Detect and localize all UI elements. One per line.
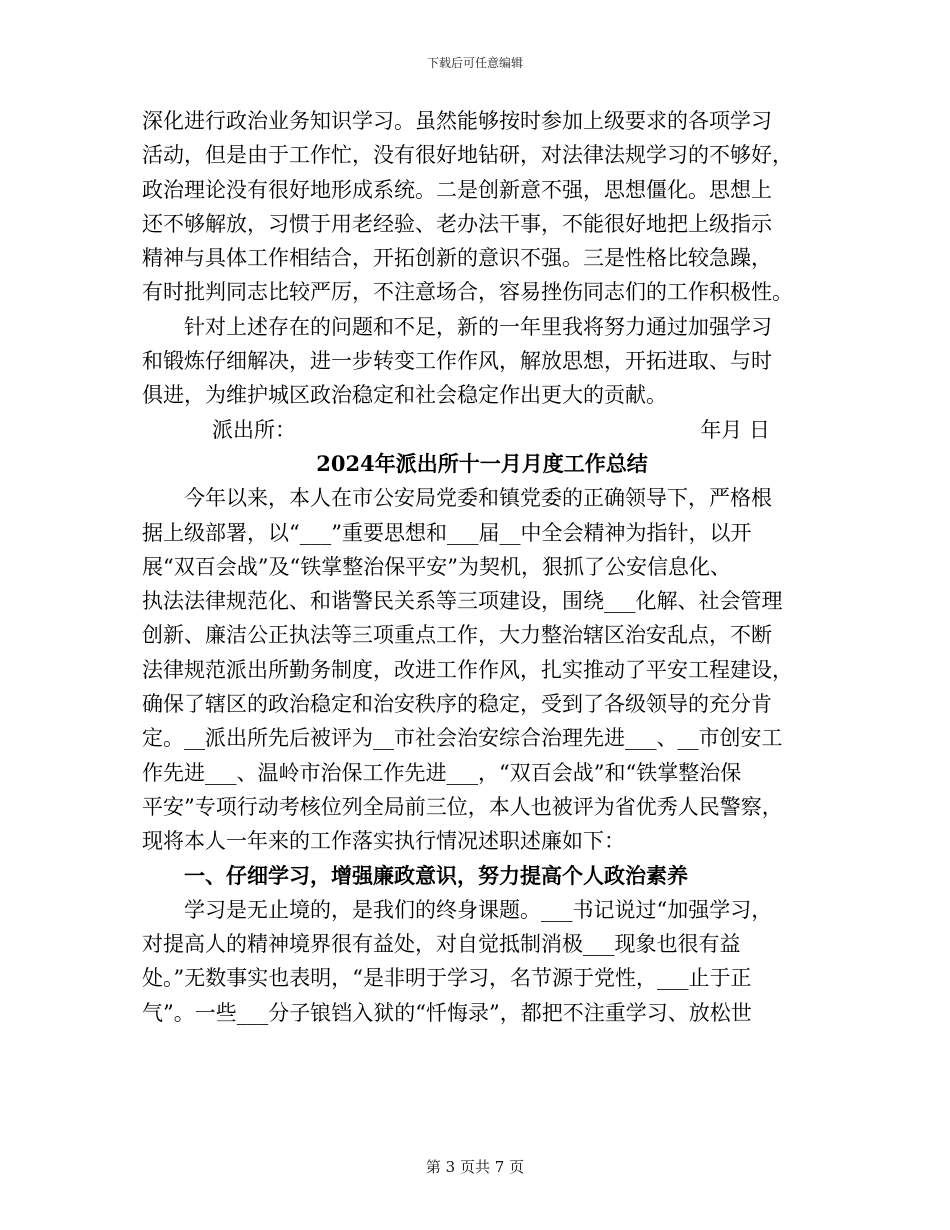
text-line: 和锻炼仔细解决，进一步转变工作作风，解放思想，开拓进取、与时 bbox=[142, 349, 772, 374]
text-line: 作先进___、温岭市治保工作先进___，“双百会战”和“铁掌整治保 bbox=[142, 760, 742, 785]
text-line: 创新、廉洁公正执法等三项重点工作，大力整治辖区治安乱点，不断 bbox=[142, 623, 772, 648]
signature-org: 派出所： bbox=[212, 417, 296, 442]
page-header: 下载后可任意编辑 bbox=[426, 56, 523, 70]
text-line: 展“双百会战”及“铁掌整治保平安”为契机，狠抓了公安信息化、 bbox=[142, 554, 731, 579]
text-line: 还不够解放，习惯于用老经验、老办法干事，不能很好地把上级指示 bbox=[142, 211, 772, 236]
text-line: 俱进，为维护城区政治稳定和社会稳定作出更大的贡献。 bbox=[142, 383, 667, 408]
section-heading: 一、仔细学习，增强廉政意识，努力提高个人政治素养 bbox=[184, 862, 688, 888]
text-line: 执法法律规范化、和谐警民关系等三项建设，围绕___化解、社会管理 bbox=[142, 589, 783, 614]
page-footer: 第 3 页共 7 页 bbox=[425, 1158, 525, 1176]
text-line: 定。__派出所先后被评为__市社会治安综合治理先进___、__市创安工 bbox=[142, 726, 783, 751]
text-line: 深化进行政治业务知识学习。虽然能够按时参加上级要求的各项学习 bbox=[142, 109, 772, 133]
text-line: 对提高人的精神境界很有益处，对自觉抵制消极___现象也很有益 bbox=[142, 932, 741, 957]
text-line: 针对上述存在的问题和不足，新的一年里我将努力通过加强学习 bbox=[184, 314, 772, 339]
signature-date: 年月 日 bbox=[700, 417, 770, 442]
document-title: 2024年派出所十一月月度工作总结 bbox=[316, 450, 648, 476]
text-line: 有时批判同志比较严厉，不注意场合，容易挫伤同志们的工作积极性。 bbox=[142, 280, 793, 305]
text-line: 学习是无止境的，是我们的终身课题。___书记说过“加强学习， bbox=[184, 897, 773, 922]
text-line: 据上级部署，以“___”重要思想和___届__中全会精神为指针，以开 bbox=[142, 520, 752, 545]
text-line: 今年以来，本人在市公安局党委和镇党委的正确领导下，严格根 bbox=[184, 486, 772, 511]
text-line: 现将本人一年来的工作落实执行情况述职述廉如下： bbox=[142, 829, 625, 854]
text-line: 法律规范派出所勤务制度，改进工作作风，扎实推动了平安工程建设， bbox=[142, 657, 793, 682]
document-body bbox=[142, 104, 822, 1030]
text-line: 处。”无数事实也表明，“是非明于学习，名节源于党性，___止于正 bbox=[142, 966, 752, 991]
text-line: 确保了辖区的政治稳定和治安秩序的稳定，受到了各级领导的充分肯 bbox=[142, 692, 772, 717]
text-line: 平安”专项行动考核位列全局前三位，本人也被评为省优秀人民警察， bbox=[142, 794, 783, 819]
text-line: 政治理论没有很好地形成系统。二是创新意不强，思想僵化。思想上 bbox=[142, 177, 772, 202]
text-line: 活动，但是由于工作忙，没有很好地钻研，对法律法规学习的不够好， bbox=[142, 143, 793, 168]
signature-line bbox=[142, 413, 822, 447]
text-line: 精神与具体工作相结合，开拓创新的意识不强。三是性格比较急躁， bbox=[142, 246, 772, 271]
text-line: 气”。一些___分子锒铛入狱的“忏悔录”，都把不注重学习、放松世 bbox=[142, 1000, 752, 1025]
